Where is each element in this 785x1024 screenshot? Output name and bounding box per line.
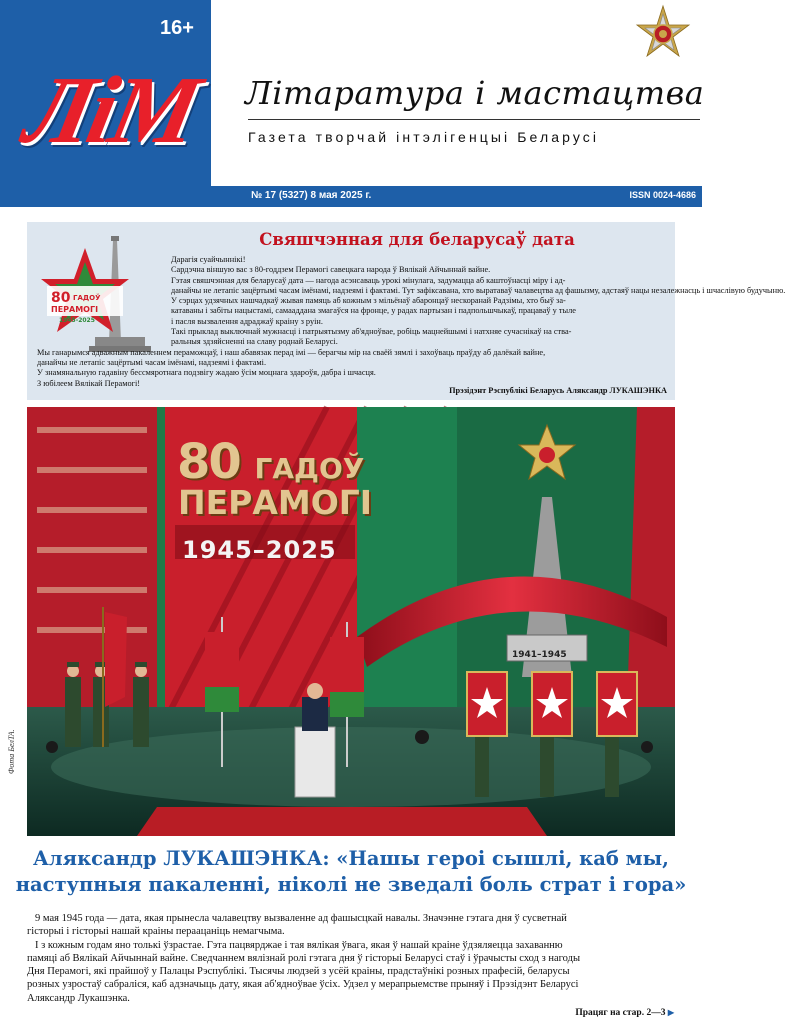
emblem-word: ГАДОЎ: [73, 294, 101, 302]
title-divider: [248, 119, 700, 120]
banner-title-80: [177, 434, 364, 490]
triangle-right-icon: ▶: [667, 1008, 674, 1017]
masthead-title-block: [211, 0, 705, 207]
greeting-line: Такі прыклад выключнай мужнасці і патрыятызму аб'ядноўвае, робіць мацнейшымі і натхняе сучаснікаў на ства-: [171, 327, 572, 337]
greeting-line: Дарагія суайчыннікі!: [171, 255, 246, 264]
newspaper-title: Літаратура і мастацтва: [245, 74, 705, 112]
greeting-line: Мы ганарымся адважным пакаленнем пераможцаў, і наш абавязак перад імі — берагчы мір на сваёй зямлі і захоўваць праўду аб далёкай вайне,: [37, 347, 546, 357]
lead-line: памяці аб Вялікай Айчыннай вайне. Сведчаннем вялізнай ролі гэтага дня ў гісторыі Беларусі стаў і ўрачысты сход з нагоды: [27, 952, 581, 964]
greeting-line: данайчы не летапіс зацёртымі часам імёнамі, надзеямі і фактамі. Тут зафіксавана, хто выратаваў чалавецтва ад фашызму, адстаяў нацы незалежнасць і шчаслівую будучыню.: [171, 285, 785, 295]
lead-line: Дня Перамогі, які прайшоў у Палацы Рэспублікі. Тысячы людзей з усёй краіны, прадстаўнікі розных прафесій, беларусы: [27, 966, 570, 978]
issue-info-bar: [211, 186, 702, 207]
monument-years: 1941–1945: [512, 650, 567, 660]
greeting-heading: Свяшчэнная для беларусаў дата: [259, 230, 575, 249]
lead-article-text: [27, 912, 677, 1005]
newspaper-logo: ЛіМ: [16, 56, 206, 163]
greeting-text: [37, 255, 785, 389]
continued-on-page-link[interactable]: [575, 1008, 674, 1018]
continue-label: Працяг на стар. 2—3: [575, 1008, 666, 1018]
greeting-line: У знамянальную гадавіну бессмяротнага подзвігу жадаю ўсім моцнага здароўя, дабра і шчасця.: [37, 368, 376, 378]
greeting-line: і пасля вызвалення адраджаў краіну з руін.: [171, 316, 323, 326]
banner-title-victory: ПЕРАМОГІ: [178, 483, 373, 522]
headline-line: наступныя пакаленні, ніколі не зведалі боль страт і гора»: [15, 873, 687, 896]
greeting-line: У сэрцах удзячных нашчадкаў жывая памяць аб кожным з мільёнаў абаронцаў нескоранай Радзімы, хто быў за-: [171, 296, 566, 306]
emblem-title: ПЕРАМОГІ: [51, 305, 99, 314]
headline-line: Аляксандр ЛУКАШЭНКА: «Нашы героі сышлі, каб мы,: [33, 847, 669, 870]
issn-number: ISSN 0024-4686: [629, 190, 696, 200]
age-rating-badge: 16+: [160, 17, 194, 39]
order-of-patriotic-war-icon: [634, 5, 692, 63]
greeting-line: катаваны і забіты нацыстамі, самааддана змагаўся на фронце, у радах партызан і падпольшчыкаў, працаваў у тыле: [171, 306, 576, 316]
main-headline: [0, 846, 702, 898]
issue-number: № 17 (5327) 8 мая 2025 г.: [251, 190, 372, 201]
banner-word: ГАДОЎ: [254, 452, 365, 485]
greeting-signature: Прэзідэнт Рэспублікі Беларусь Аляксандр ЛУКАШЭНКА: [449, 386, 667, 395]
banner-number: 80: [177, 434, 240, 490]
emblem-years: 1945-2025: [59, 317, 95, 324]
emblem-number: 80: [51, 290, 71, 306]
greeting-line: Гэтая свяшчэнная для беларусаў дата — нагода асэнсаваць урокі мінулага, задумацца аб каштоўнасці міру і ад-: [171, 275, 566, 285]
newspaper-subtitle: Газета творчай інтэлігенцыі Беларусі: [248, 129, 600, 145]
lead-line: Аляксандр Лукашэнка.: [27, 992, 130, 1004]
logo-block: [0, 0, 211, 207]
lead-line: 9 мая 1945 года — дата, якая прынесла чалавецтву вызваленне ад фашысцкай навалы. Значэнне гэтага дня ў сусветнай: [35, 913, 567, 924]
greeting-line: данайчы не летапіс зацёртымі часам імёнамі, надзеямі і фактамі.: [37, 357, 267, 367]
lead-line: І з кожным годам яно толькі ўзрастае. Гэта пацвярджае і тая вялікая ўвага, якая ў нашай краіне ўдзяляецца захаванню: [35, 939, 563, 951]
lead-line: гісторыі і гісторыі нашай краіны пераацаніць немагчыма.: [27, 926, 285, 938]
banner-title-years: 1945–2025: [182, 536, 337, 564]
president-greeting-box: [27, 222, 785, 400]
lead-line: розных узростаў сабраліся, каб адзначыць дату, якая аб'ядноўвае ўсіх. Удзел у мерапрыемстве прыняў і Прэзідэнт Беларусі: [27, 979, 579, 991]
greeting-line: ральныя здзяйсненні на славу роднай Беларусі.: [171, 337, 338, 347]
greeting-line: З юбілеем Вялікай Перамогі!: [37, 378, 141, 388]
greeting-line: Сардэчна віншую вас з 80-годдзем Перамогі савецкага народа ў Вялікай Айчыннай вайне.: [171, 265, 491, 275]
photo-credit: Фота БелТА.: [7, 729, 16, 774]
ceremony-photo: [27, 407, 675, 836]
